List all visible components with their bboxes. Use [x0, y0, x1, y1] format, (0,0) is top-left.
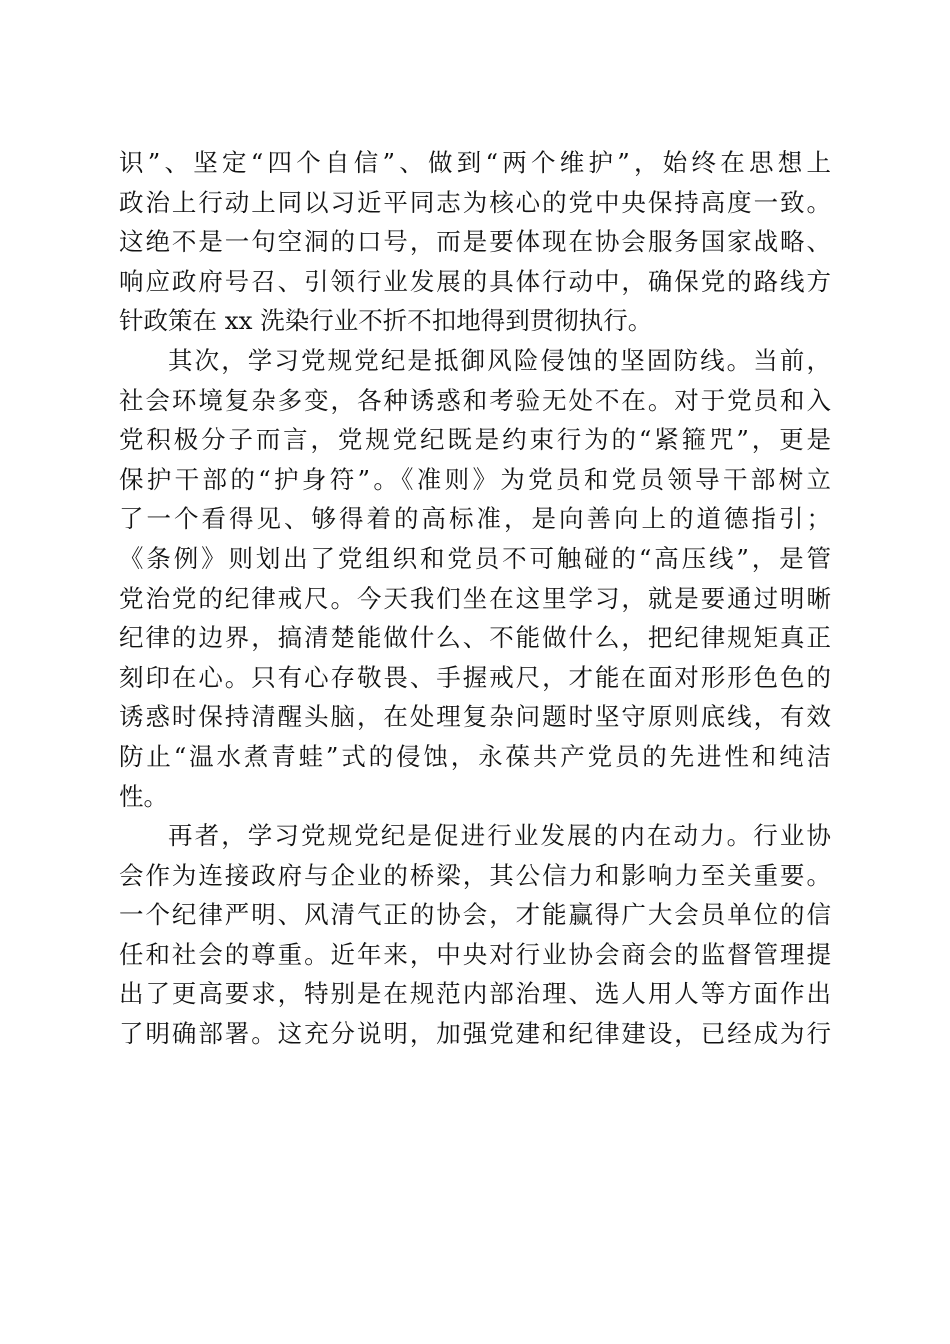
text-line: 一个纪律严明、风清气正的协会，才能赢得广大会员单位的信: [119, 900, 831, 930]
text-line: 《条例》则划出了党组织和党员不可触碰的“高压线”，是管: [119, 543, 831, 573]
body-text: [119, 143, 831, 1054]
text-line: 针政策在 xx 洗染行业不折不扣地得到贯彻执行。: [119, 306, 653, 336]
paragraph-first-line: 再者，学习党规党纪是促进行业发展的内在动力。行业协: [168, 821, 831, 851]
text-line: 会作为连接政府与企业的桥梁，其公信力和影响力至关重要。: [119, 860, 831, 890]
paragraph-first-line: 其次，学习党规党纪是抵御风险侵蚀的坚固防线。当前，: [168, 345, 831, 375]
text-line: 纪律的边界，搞清楚能做什么、不能做什么，把纪律规矩真正: [119, 623, 831, 653]
text-line: 刻印在心。只有心存敬畏、手握戒尺，才能在面对形形色色的: [119, 662, 831, 692]
text-line: 党治党的纪律戒尺。今天我们坐在这里学习，就是要通过明晰: [119, 583, 831, 613]
text-line: 保护干部的“护身符”。《准则》为党员和党员领导干部树立: [119, 464, 831, 494]
text-line: 诱惑时保持清醒头脑，在处理复杂问题时坚守原则底线，有效: [119, 702, 831, 732]
text-line: 性。: [119, 781, 168, 811]
text-line: 政治上行动上同以习近平同志为核心的党中央保持高度一致。: [119, 187, 831, 217]
text-line: 任和社会的尊重。近年来，中央对行业协会商会的监督管理提: [119, 939, 831, 969]
text-line: 这绝不是一句空洞的口号，而是要体现在协会服务国家战略、: [119, 227, 831, 257]
text-line: 了一个看得见、够得着的高标准，是向善向上的道德指引；: [119, 504, 831, 534]
text-line: 防止“温水煮青蛙”式的侵蚀，永葆共产党员的先进性和纯洁: [119, 741, 831, 771]
text-line: 识”、坚定“四个自信”、做到“两个维护”，始终在思想上: [119, 148, 831, 177]
text-line: 党积极分子而言，党规党纪既是约束行为的“紧箍咒”，更是: [119, 425, 831, 455]
text-line: 出了更高要求，特别是在规范内部治理、选人用人等方面作出: [119, 979, 831, 1009]
text-line: 了明确部署。这充分说明，加强党建和纪律建设，已经成为行: [119, 1019, 831, 1049]
text-line: 响应政府号召、引领行业发展的具体行动中，确保党的路线方: [119, 266, 831, 296]
text-line: 社会环境复杂多变，各种诱惑和考验无处不在。对于党员和入: [119, 385, 831, 415]
